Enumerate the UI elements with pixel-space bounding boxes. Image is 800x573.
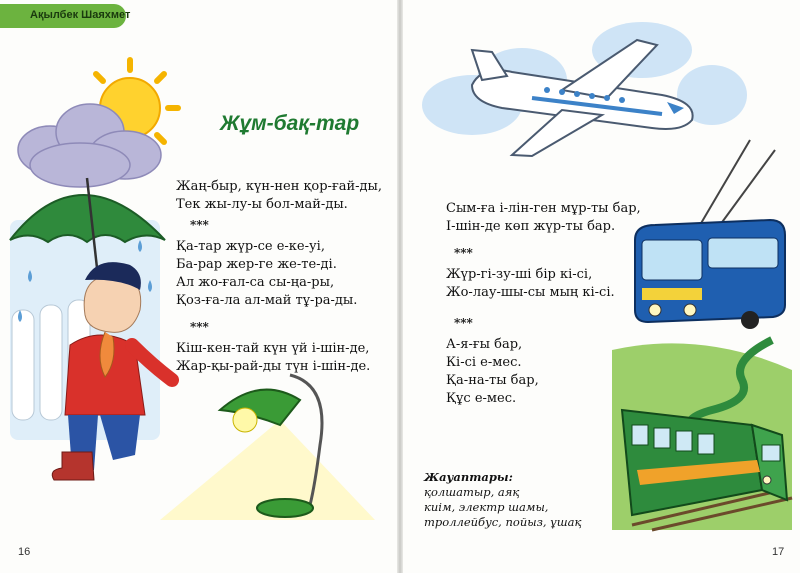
poem-line: Ал жо-ғал-са сы-ңа-ры,: [176, 275, 335, 290]
poem-line: Кі-сі е-мес.: [446, 355, 522, 370]
left-page: [0, 0, 398, 573]
riddle-1: [176, 178, 382, 214]
poem-line: Құс е-мес.: [446, 391, 517, 406]
stanza-separator: ***: [190, 218, 209, 232]
trolleybus-icon: [635, 220, 785, 329]
poem-line: Қоз-ға-ла ал-май тұ-ра-ды.: [176, 293, 358, 308]
answer-line: киім, электр шамы,: [424, 500, 549, 514]
answer-line: қолшатыр, аяқ: [424, 485, 520, 499]
poem-line: Кіш-кен-тай күн үй і-шін-де,: [176, 341, 370, 356]
riddle-4: [446, 200, 641, 236]
poem-line: Жар-қы-рай-ды түн і-шін-де.: [176, 359, 371, 374]
poem-line: Тек жы-лу-ы бол-май-ды.: [176, 197, 348, 212]
poem-line: Жо-лау-шы-сы мың кі-сі.: [446, 285, 615, 300]
poem-line: Жаң-быр, күн-нен қор-ғай-ды,: [176, 179, 383, 194]
poem-line: Қа-на-ты бар,: [446, 373, 539, 388]
poem-line: Ба-рар жер-ге же-те-ді.: [176, 257, 337, 272]
answers-block: [424, 470, 581, 530]
riddle-6: [446, 336, 539, 408]
page-number-left: 16: [18, 546, 31, 558]
riddle-3: [176, 340, 370, 376]
poem-line: І-шін-де көп жүр-ты бар.: [446, 219, 616, 234]
poem-line: А-я-ғы бар,: [446, 337, 523, 352]
answers-heading: Жауаптары:: [424, 470, 513, 484]
riddle-2: [176, 238, 357, 310]
stanza-separator: ***: [454, 246, 473, 260]
page-number-right: 17: [772, 546, 785, 558]
poem-line: Сым-ға і-лін-ген мұр-ты бар,: [446, 201, 641, 216]
desk-lamp-illustration: [160, 380, 375, 520]
stanza-separator: ***: [454, 316, 473, 330]
poem-line: Қа-тар жүр-се е-ке-уі,: [176, 239, 325, 254]
author-name: Ақылбек Шаяхмет: [30, 9, 131, 21]
train-illustration: [612, 330, 792, 530]
page-title: Жұм-бақ-тар: [220, 112, 360, 135]
poem-line: Жүр-гі-зу-ші бір кі-сі,: [446, 267, 593, 282]
trolleybus-illustration: [630, 140, 790, 330]
stanza-separator: ***: [190, 320, 209, 334]
answer-line: троллейбус, пойыз, ұшақ: [424, 515, 582, 529]
riddle-5: [446, 266, 615, 302]
